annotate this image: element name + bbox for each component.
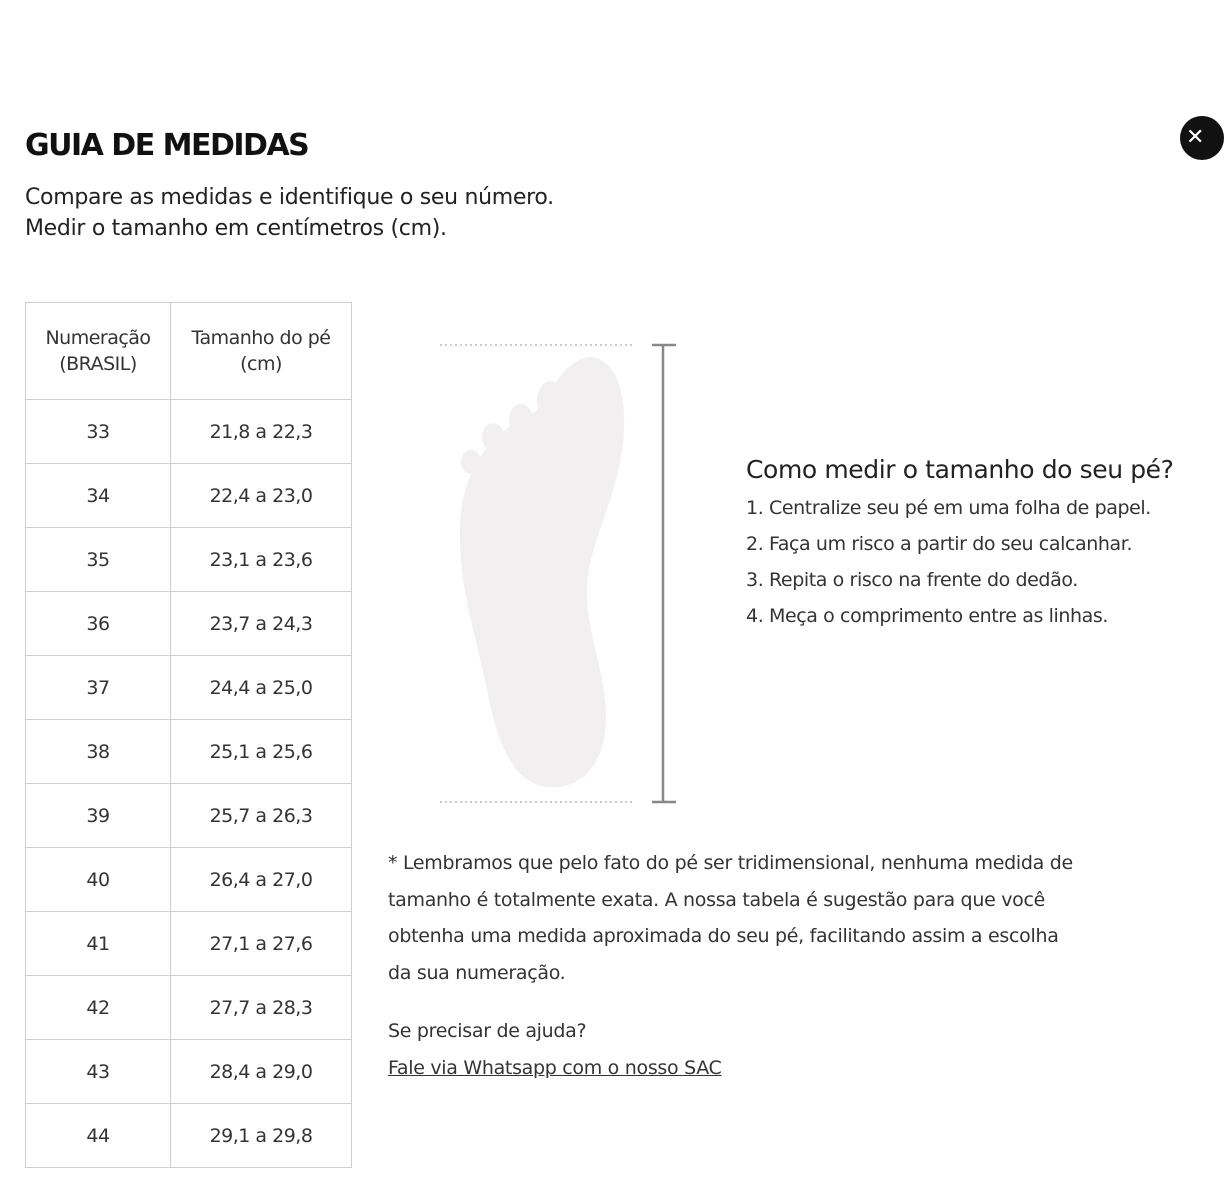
how-to-step: 2. Faça um risco a partir do seu calcanhar. xyxy=(746,533,1133,555)
measure-cell: 21,8 a 22,3 xyxy=(171,400,352,464)
measure-cell: 28,4 a 29,0 xyxy=(171,1040,352,1104)
size-cell: 42 xyxy=(26,976,171,1040)
how-to-step: 3. Repita o risco na frente do dedão. xyxy=(746,569,1078,591)
size-cell: 41 xyxy=(26,912,171,976)
subtitle-line: Compare as medidas e identifique o seu número. xyxy=(25,185,554,210)
note-line: da sua numeração. xyxy=(388,961,566,984)
size-cell: 40 xyxy=(26,848,171,912)
size-cell: 37 xyxy=(26,656,171,720)
table-header-row xyxy=(26,303,352,400)
measure-cell: 23,1 a 23,6 xyxy=(171,528,352,592)
how-to-measure xyxy=(746,455,1174,634)
subtitle-line: Medir o tamanho em centímetros (cm). xyxy=(25,216,447,241)
help-section xyxy=(388,1013,722,1087)
size-cell: 33 xyxy=(26,400,171,464)
header-text: (cm) xyxy=(240,353,282,375)
table-row xyxy=(26,848,352,912)
toe-shape xyxy=(461,450,481,474)
measure-cell: 22,4 a 23,0 xyxy=(171,464,352,528)
header-text: Tamanho do pé xyxy=(191,327,331,349)
measure-cell: 25,7 a 26,3 xyxy=(171,784,352,848)
size-cell: 43 xyxy=(26,1040,171,1104)
table-row xyxy=(26,400,352,464)
toe-shape xyxy=(537,381,565,421)
help-question: Se precisar de ajuda? xyxy=(388,1020,587,1042)
note-line: obtenha uma medida aproximada do seu pé, facilitando assim a escolha xyxy=(388,925,1059,947)
how-to-steps xyxy=(746,490,1174,634)
measure-cell: 29,1 a 29,8 xyxy=(171,1104,352,1168)
table-row xyxy=(26,784,352,848)
table-row xyxy=(26,912,352,976)
close-icon: ✕ xyxy=(1186,125,1205,150)
header-text: Numeração xyxy=(45,327,151,349)
size-cell: 38 xyxy=(26,720,171,784)
measure-cell: 25,1 a 25,6 xyxy=(171,720,352,784)
measure-cell: 23,7 a 24,3 xyxy=(171,592,352,656)
header-text: (BRASIL) xyxy=(59,353,137,375)
table-row xyxy=(26,720,352,784)
note-line: * Lembramos que pelo fato do pé ser tridimensional, nenhuma medida de xyxy=(388,852,1073,874)
table-row xyxy=(26,656,352,720)
foot-measure-illustration xyxy=(430,335,690,815)
whatsapp-sac-link[interactable]: Fale via Whatsapp com o nosso SAC xyxy=(388,1057,722,1079)
foot-sole-shape xyxy=(460,357,624,787)
header-tamanho xyxy=(171,303,352,400)
close-button[interactable] xyxy=(1180,116,1224,160)
how-to-step: 4. Meça o comprimento entre as linhas. xyxy=(746,605,1109,627)
toe-shape xyxy=(509,404,533,436)
disclaimer-note xyxy=(388,845,1128,991)
size-cell: 34 xyxy=(26,464,171,528)
header-numeracao xyxy=(26,303,171,400)
table-row xyxy=(26,976,352,1040)
how-to-title: Como medir o tamanho do seu pé? xyxy=(746,455,1174,484)
table-row xyxy=(26,464,352,528)
toe-shape xyxy=(482,423,504,451)
size-table xyxy=(25,302,352,1168)
page-subtitle xyxy=(25,182,554,244)
measure-cell: 24,4 a 25,0 xyxy=(171,656,352,720)
measure-cell: 27,1 a 27,6 xyxy=(171,912,352,976)
table-row xyxy=(26,1040,352,1104)
table-row xyxy=(26,528,352,592)
size-cell: 36 xyxy=(26,592,171,656)
how-to-step: 1. Centralize seu pé em uma folha de papel. xyxy=(746,497,1151,519)
page-title: GUIA DE MEDIDAS xyxy=(25,128,309,163)
note-line: tamanho é totalmente exata. A nossa tabela é sugestão para que você xyxy=(388,888,1045,911)
size-cell: 35 xyxy=(26,528,171,592)
measure-cell: 26,4 a 27,0 xyxy=(171,848,352,912)
measure-cell: 27,7 a 28,3 xyxy=(171,976,352,1040)
size-cell: 44 xyxy=(26,1104,171,1168)
table-row xyxy=(26,1104,352,1168)
table-row xyxy=(26,592,352,656)
size-cell: 39 xyxy=(26,784,171,848)
